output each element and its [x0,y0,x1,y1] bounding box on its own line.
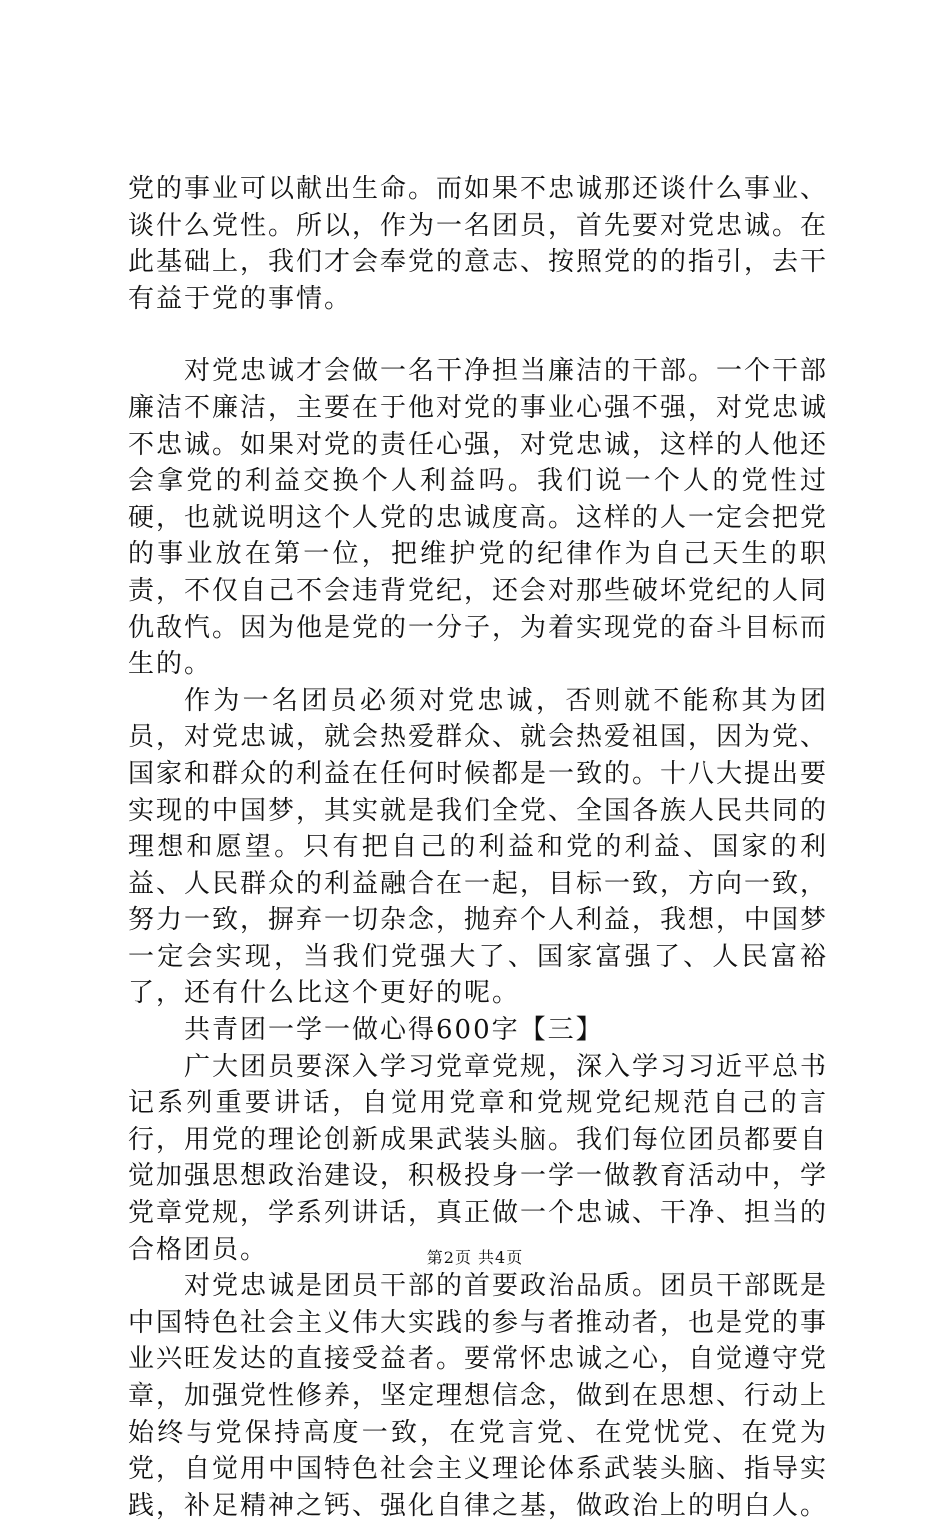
paragraph: 对党忠诚才会做一名干净担当廉洁的干部。一个干部廉洁不廉洁，主要在于他对党的事业心强不强，对党忠诚不忠诚。如果对党的责任心强，对党忠诚，这样的人他还会拿党的利益交换个人利益吗。我们说一个人的党性过硬，也就说明这个人党的忠诚度高。这样的人一定会把党的事业放在第一位，把维护党的纪律作为自己天生的职责，不仅自己不会违背党纪，还会对那些破坏党纪的人同仇敌忾。因为他是党的一分子，为着实现党的奋斗目标而生的。 [128,356,829,680]
paragraph: 对党忠诚是团员干部的首要政治品质。团员干部既是中国特色社会主义伟大实践的参与者推动者，也是党的事业兴旺发达的直接受益者。要常怀忠诚之心，自觉遵守党章，加强党性修养，坚定理想信念，做到在思想、行动上始终与党保持高度一致，在党言党、在党忧党、在党为党，自觉用中国特色社会主义理论体系武装头脑、指导实践，补足精神之钙、强化自律之基，做政治上的明白人。 [128,1271,829,1521]
paragraph: 广大团员要深入学习党章党规，深入学习习近平总书记系列重要讲话，自觉用党章和党规党纪规范自己的言行，用党的理论创新成果武装头脑。我们每位团员都要自觉加强思想政治建设，积极投身一学一做教育活动中，学党章党规，学系列讲话，真正做一个忠诚、干净、担当的合格团员。 [128,1051,829,1265]
paragraph: 作为一名团员必须对党忠诚，否则就不能称其为团员，对党忠诚，就会热爱群众、就会热爱祖国，因为党、国家和群众的利益在任何时候都是一致的。十八大提出要实现的中国梦，其实就是我们全党、全国各族人民共同的理想和愿望。只有把自己的利益和党的利益、国家的利益、人民群众的利益融合在一起，目标一致，方向一致，努力一致，摒弃一切杂念，抛弃个人利益，我想，中国梦一定会实现，当我们党强大了、国家富强了、人民富裕了，还有什么比这个更好的呢。 [128,685,829,1009]
paragraph-gap [128,317,828,353]
section-heading: 共青团一学一做心得600字【三】 [184,1015,604,1046]
paragraph-continuation: 党的事业可以献出生命。而如果不忠诚那还谈什么事业、谈什么党性。所以，作为一名团员，首先要对党忠诚。在此基础上，我们才会奉党的意志、按照党的的指引，去干有益于党的事情。 [128,174,829,314]
page-number-footer: 第2页 共4页 [426,1248,524,1267]
document-body [128,171,828,1524]
